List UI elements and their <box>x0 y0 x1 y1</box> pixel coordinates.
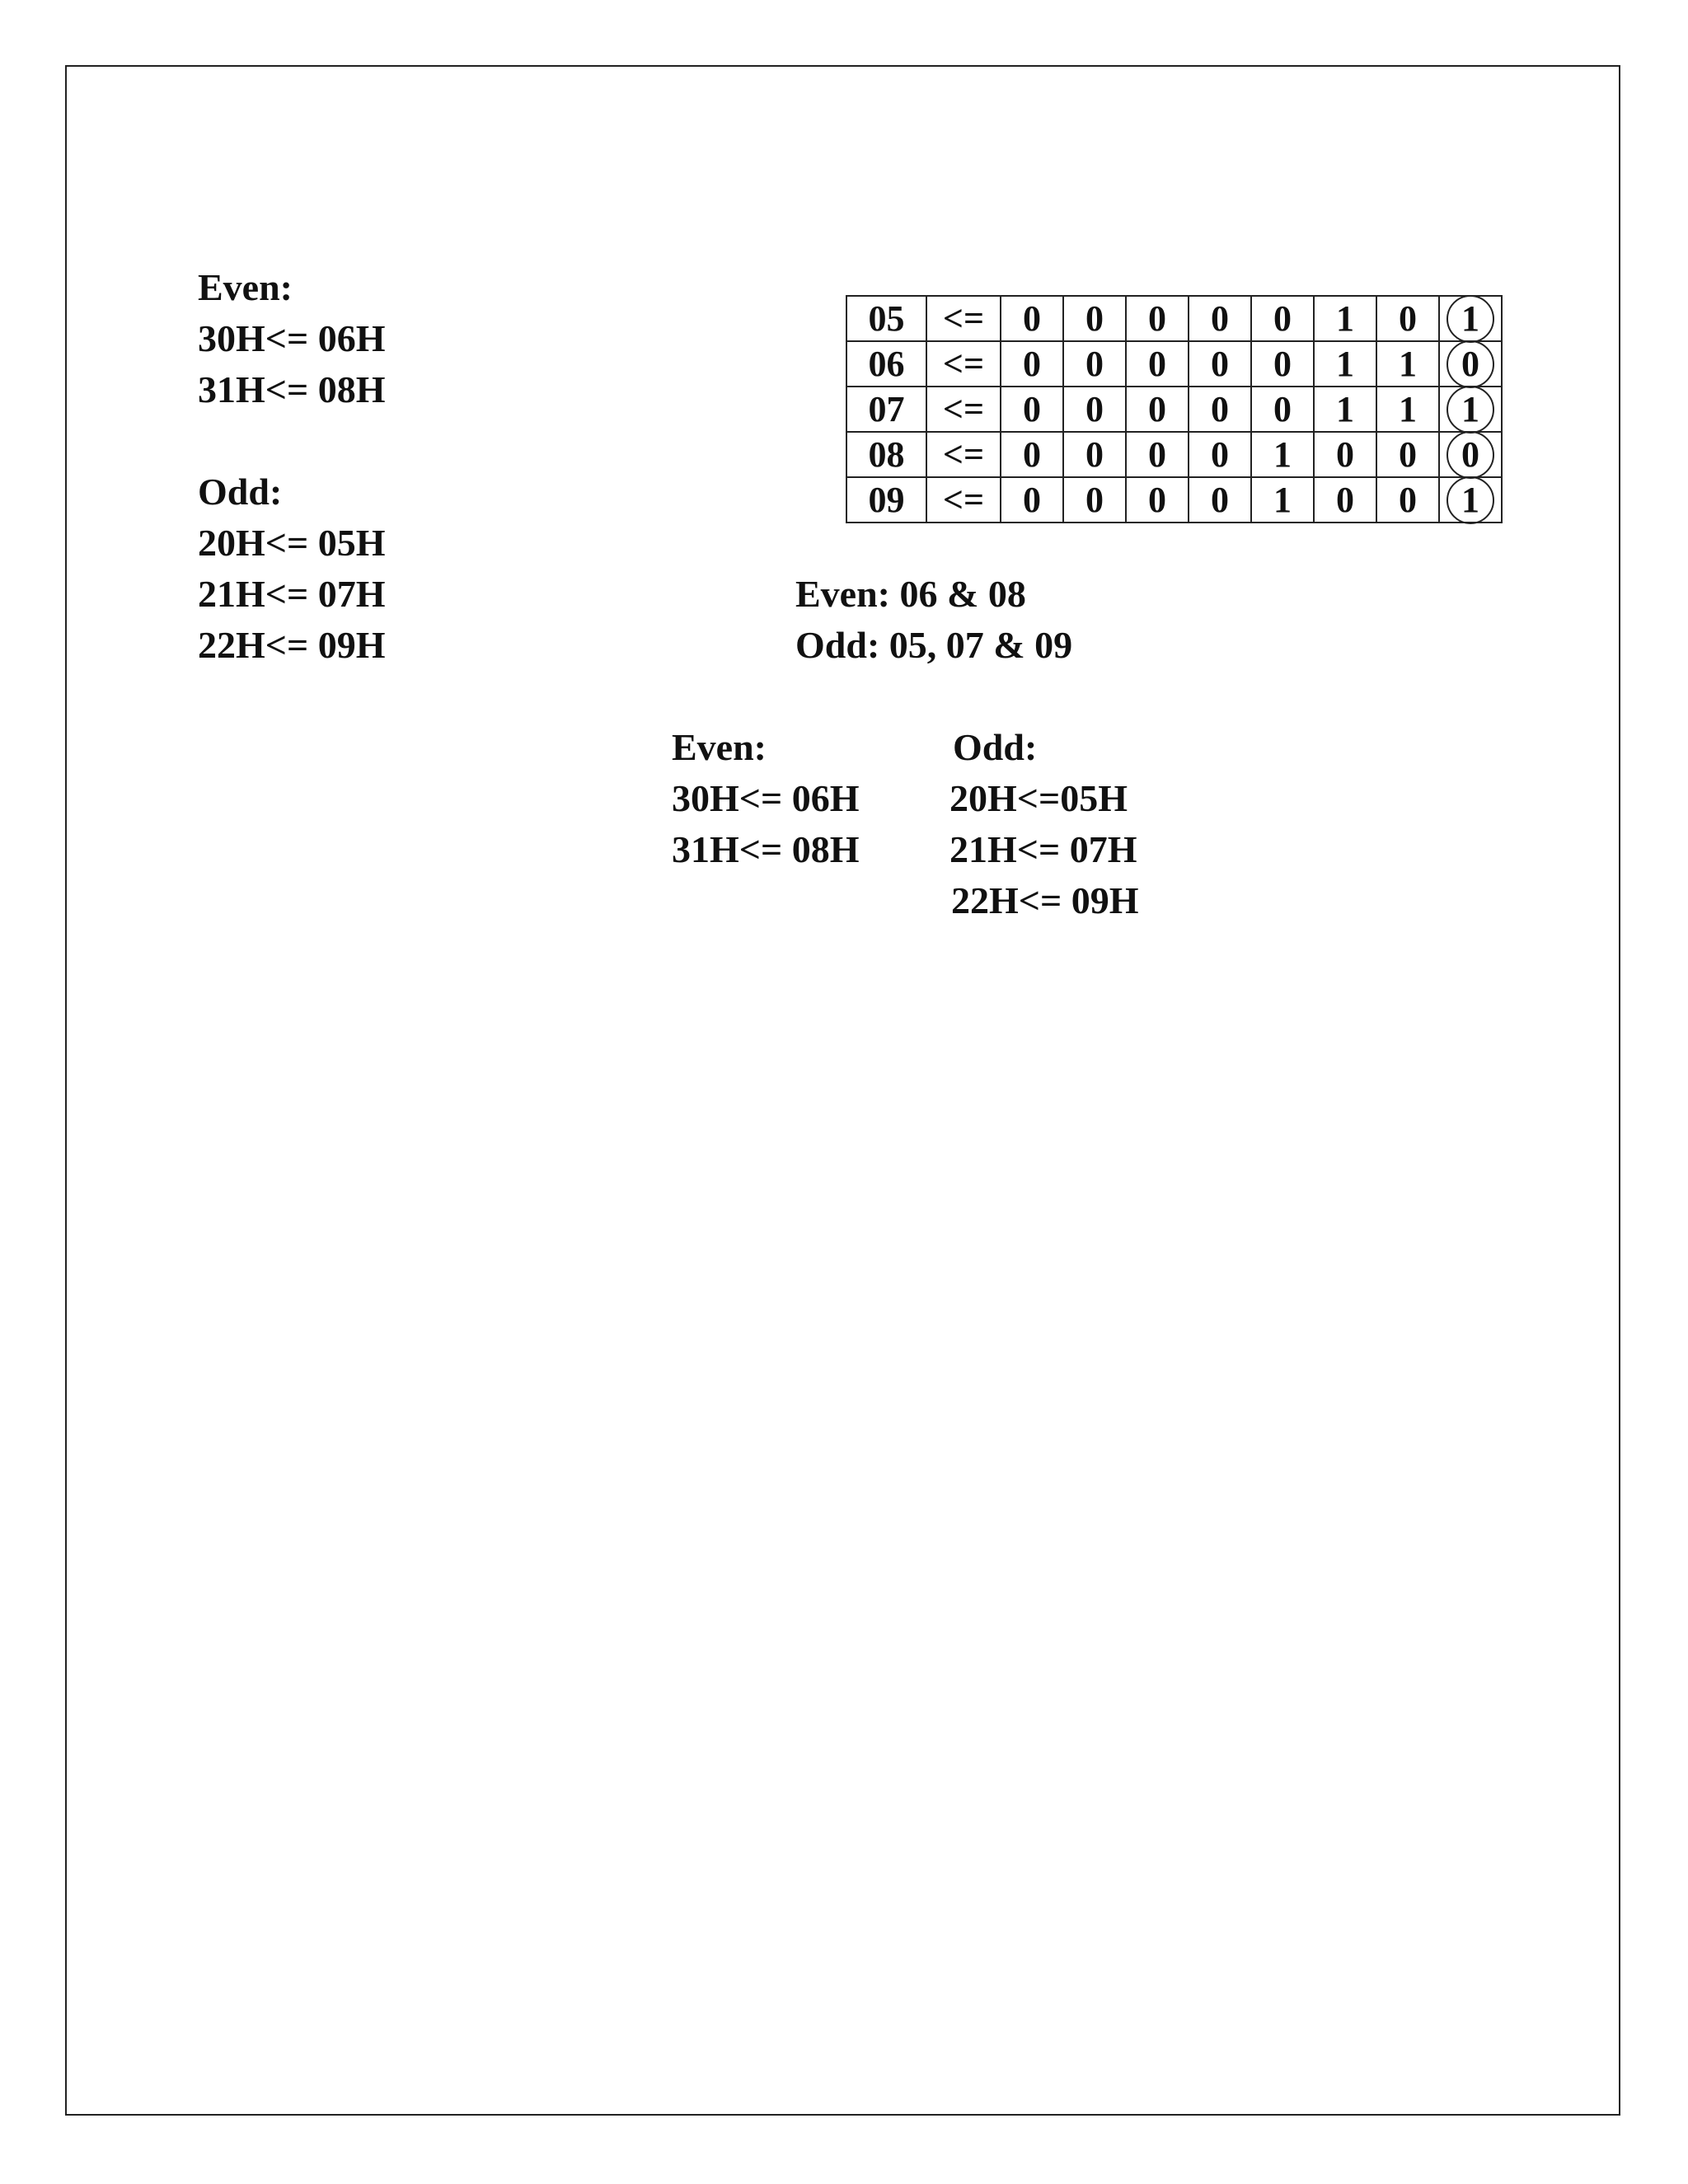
bit-cell: 1 <box>1314 296 1376 341</box>
number-cell: 06 <box>846 341 926 387</box>
bit-cell: 0 <box>1126 477 1189 523</box>
table-row <box>846 432 1502 477</box>
left-odd-item: 21H<= 07H <box>198 573 386 615</box>
lsb-value: 0 <box>1461 434 1479 475</box>
bit-cell: 0 <box>1063 477 1126 523</box>
bit-cell: 0 <box>1063 296 1126 341</box>
number-cell: 05 <box>846 296 926 341</box>
bit-cell: 0 <box>1189 477 1251 523</box>
bit-cell: 1 <box>1251 477 1314 523</box>
bit-cell: 0 <box>1376 296 1439 341</box>
arrow-cell: <= <box>926 387 1001 432</box>
bit-cell: 0 <box>1251 296 1314 341</box>
bit-cell: 0 <box>1001 387 1063 432</box>
bit-cell: 1 <box>1314 387 1376 432</box>
bit-cell: 0 <box>1314 432 1376 477</box>
bit-cell: 0 <box>1001 296 1063 341</box>
arrow-cell: <= <box>926 296 1001 341</box>
bit-cell: 1 <box>1376 387 1439 432</box>
lsb-value: 1 <box>1461 389 1479 429</box>
left-odd-item: 20H<= 05H <box>198 522 386 564</box>
bit-cell: 0 <box>1189 296 1251 341</box>
result-odd-item: 21H<= 07H <box>950 828 1137 870</box>
number-cell: 08 <box>846 432 926 477</box>
result-odd-heading: Odd: <box>953 726 1038 768</box>
number-cell: 07 <box>846 387 926 432</box>
result-odd-item: 22H<= 09H <box>951 879 1139 921</box>
left-even-item: 30H<= 06H <box>198 317 386 359</box>
table-row <box>846 387 1502 432</box>
arrow-cell: <= <box>926 341 1001 387</box>
bit-cell: 0 <box>1376 477 1439 523</box>
lsb-cell <box>1439 477 1502 523</box>
result-even-heading: Even: <box>672 726 767 768</box>
result-even-item: 31H<= 08H <box>672 828 860 870</box>
bit-cell: 0 <box>1314 477 1376 523</box>
bit-cell: 0 <box>1126 296 1189 341</box>
lsb-cell <box>1439 432 1502 477</box>
number-cell: 09 <box>846 477 926 523</box>
even-classification: Even: 06 & 08 <box>795 573 1026 615</box>
bit-cell: 0 <box>1251 341 1314 387</box>
binary-table <box>846 295 1503 523</box>
bit-cell: 0 <box>1189 341 1251 387</box>
bit-cell: 0 <box>1001 477 1063 523</box>
bit-cell: 0 <box>1001 341 1063 387</box>
lsb-value: 0 <box>1461 344 1479 384</box>
result-odd-item: 20H<=05H <box>950 777 1128 819</box>
arrow-cell: <= <box>926 477 1001 523</box>
bit-cell: 0 <box>1126 432 1189 477</box>
left-even-item: 31H<= 08H <box>198 368 386 410</box>
bit-cell: 0 <box>1001 432 1063 477</box>
bit-cell: 0 <box>1063 341 1126 387</box>
lsb-cell <box>1439 296 1502 341</box>
table-row <box>846 296 1502 341</box>
bit-cell: 0 <box>1063 387 1126 432</box>
bit-cell: 0 <box>1251 387 1314 432</box>
left-even-heading: Even: <box>198 266 293 308</box>
arrow-cell: <= <box>926 432 1001 477</box>
bit-cell: 0 <box>1189 387 1251 432</box>
lsb-cell <box>1439 341 1502 387</box>
result-even-item: 30H<= 06H <box>672 777 860 819</box>
table-row <box>846 477 1502 523</box>
bit-cell: 0 <box>1126 341 1189 387</box>
bit-cell: 0 <box>1376 432 1439 477</box>
bit-cell: 0 <box>1126 387 1189 432</box>
left-odd-heading: Odd: <box>198 471 283 513</box>
bit-cell: 1 <box>1251 432 1314 477</box>
bit-cell: 1 <box>1314 341 1376 387</box>
odd-classification: Odd: 05, 07 & 09 <box>795 624 1073 666</box>
left-odd-item: 22H<= 09H <box>198 624 386 666</box>
lsb-cell <box>1439 387 1502 432</box>
bit-cell: 0 <box>1063 432 1126 477</box>
lsb-value: 1 <box>1461 480 1479 520</box>
table-row <box>846 341 1502 387</box>
bit-cell: 1 <box>1376 341 1439 387</box>
bit-cell: 0 <box>1189 432 1251 477</box>
lsb-value: 1 <box>1461 298 1479 339</box>
